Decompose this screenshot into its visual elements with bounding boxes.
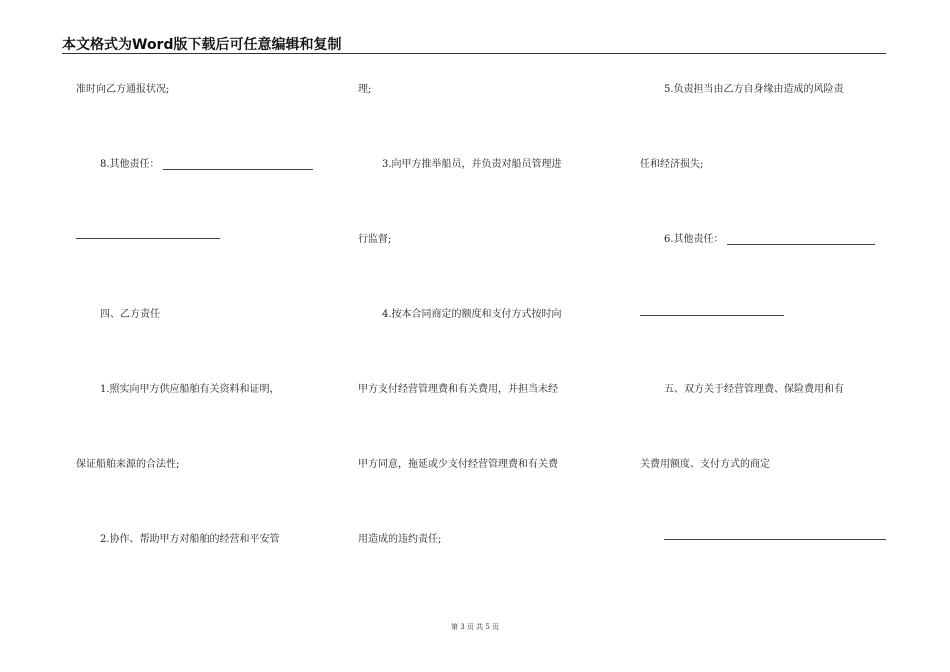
col1-line-1: 准时向乙方通报状况;	[76, 84, 170, 95]
col2-line-3: 行监督;	[358, 234, 392, 245]
col1-line-2-text: 8.其他责任：	[100, 159, 160, 170]
col2-line-1: 理;	[358, 84, 372, 95]
col2-line-5: 甲方支付经营管理费和有关费用，并担当未经	[358, 384, 558, 395]
col2-line-7: 用造成的违约责任;	[358, 534, 442, 545]
col1-continued-blank	[76, 238, 220, 239]
page-footer: 第 3 页 共 5 页	[450, 623, 500, 631]
col1-line-5: 保证船舶来源的合法性;	[76, 459, 180, 470]
col3-line-1: 5.负责担当由乙方自身缘由造成的风险责	[664, 84, 844, 95]
col1-line-2	[100, 155, 313, 170]
col1-line-3: 四、乙方责任	[100, 309, 160, 320]
col2-line-2: 3.向甲方推举船员，并负责对船员管理进	[382, 159, 562, 170]
col3-line-3	[664, 230, 875, 245]
col1-line-4: 1.照实向甲方供应船舶有关资料和证明，	[100, 384, 280, 395]
col2-line-4: 4.按本合同商定的额度和支付方式按时向	[382, 309, 562, 320]
col3-line-5: 关费用额度、支付方式的商定	[640, 459, 770, 470]
col1-line-6: 2.协作、帮助甲方对船舶的经营和平安管	[100, 534, 280, 545]
column-3	[640, 0, 888, 672]
col2-line-6: 甲方同意，拖延或少支付经营管理费和有关费	[358, 459, 558, 470]
column-2	[358, 0, 603, 672]
col3-line-2: 任和经济损失;	[640, 159, 704, 170]
document-header: 本文格式为Word版下载后可任意编辑和复制	[62, 37, 342, 53]
col1-fill-blank	[163, 167, 313, 170]
col3-agreement-blank	[664, 539, 886, 540]
col3-line-4: 五、双方关于经营管理费、保险费用和有	[664, 384, 844, 395]
col3-fill-blank	[727, 242, 875, 245]
column-1	[76, 0, 321, 672]
col3-line-3-text: 6.其他责任：	[664, 234, 724, 245]
col3-continued-blank	[640, 315, 784, 316]
